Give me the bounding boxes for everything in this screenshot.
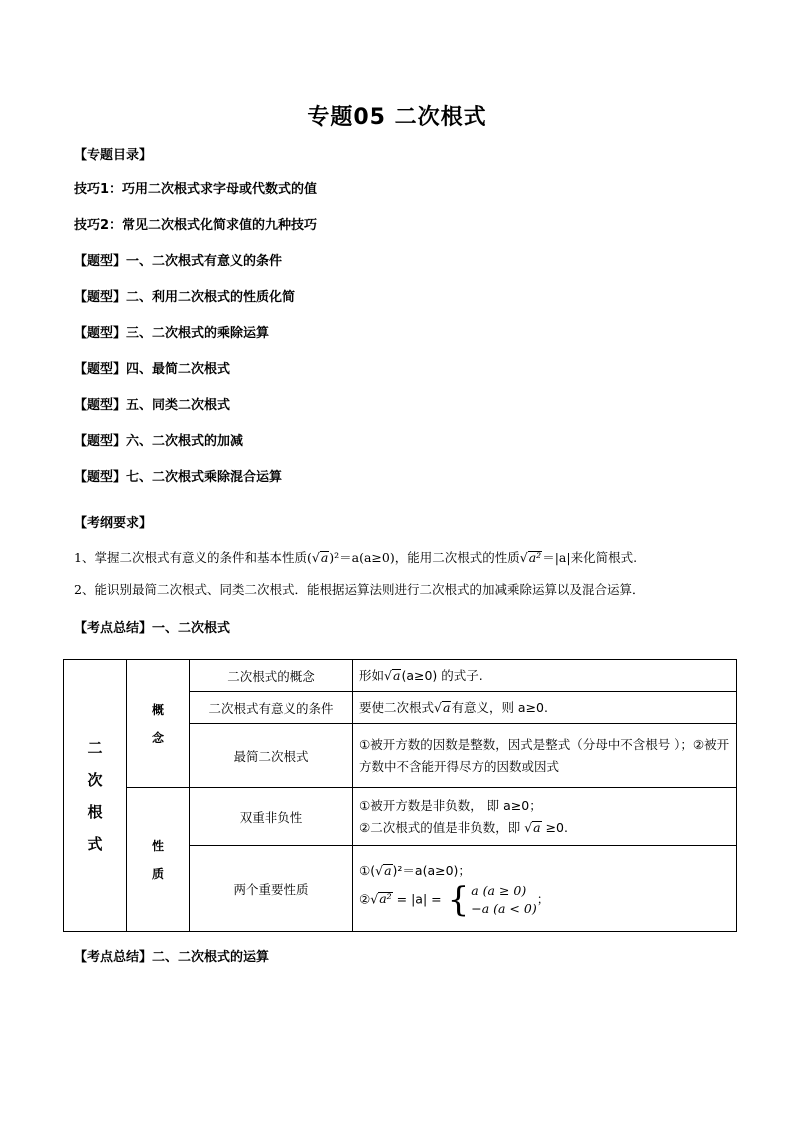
requirement-item-1: [74, 548, 637, 566]
concept-name-cell: 二次根式的概念: [190, 660, 353, 692]
case-1: a (a ≥ 0): [471, 882, 527, 898]
summary1-header: 【考点总结】一、二次根式: [74, 621, 231, 636]
nonneg-desc-cell: [353, 788, 737, 846]
group-label-char: 质: [151, 866, 164, 881]
sqrt-sign: √: [384, 667, 392, 683]
nonneg-name-cell: 双重非负性: [190, 788, 353, 846]
toc-item: 【题型】七、二次根式乘除混合运算: [74, 470, 283, 485]
group-label-char: 念: [151, 730, 164, 745]
req1-radicand: a: [320, 550, 329, 565]
concept-desc-a: 形如: [359, 667, 385, 683]
piecewise-brace: [446, 879, 537, 920]
summary2-header: 【考点总结】二、二次根式的运算: [74, 950, 270, 965]
piecewise-cases: [471, 882, 536, 918]
group-label-char: 性: [151, 838, 164, 853]
props-name-cell: 两个重要性质: [190, 846, 353, 932]
simplest-desc-cell: ①被开方数的因数是整数，因式是整式（分母中不含根号 ）；②被开方数中不含能开得尽方的因数或因式: [353, 724, 737, 788]
req1-part-b: )²＝a(a≥0)，能用二次根式的性质: [329, 550, 520, 565]
left-brace-icon: {: [447, 879, 470, 920]
concept-desc-b: (a≥0) 的式子.: [401, 667, 483, 683]
main-label-char: 二: [87, 738, 103, 757]
props-1a: ①(: [359, 862, 376, 878]
sqrt-sign: √: [434, 699, 442, 715]
group-label-char: 概: [151, 702, 164, 717]
summary-table: [63, 659, 737, 932]
props-radicand-1: a: [384, 862, 392, 878]
meaningful-name-cell: 二次根式有意义的条件: [190, 692, 353, 724]
sqrt-sign: √: [370, 891, 379, 906]
main-label-cell: [64, 660, 127, 932]
req1-part-a: 1、掌握二次根式有意义的条件和基本性质(: [74, 550, 312, 565]
main-label-char: 根: [87, 802, 103, 821]
props-desc-cell: [353, 846, 737, 932]
nonneg-2a: ②二次根式的值是非负数，即: [359, 819, 525, 835]
requirement-item-2: 2、能识别最简二次根式、同类二次根式．能根据运算法则进行二次根式的加减乘除运算以及混合运算．: [74, 582, 645, 597]
main-label-char: 次: [87, 770, 103, 789]
case-2: −a (a < 0): [471, 900, 537, 916]
toc-item: 【题型】六、二次根式的加减: [74, 434, 244, 449]
main-label-char: 式: [87, 834, 103, 853]
props-line-2: [359, 879, 730, 920]
concept-group-cell: [127, 660, 190, 788]
meaningful-desc-a: 要使二次根式: [359, 699, 435, 715]
props-1b: )²＝a(a≥0)；: [392, 862, 471, 878]
props-2a: ②: [359, 891, 371, 906]
concept-desc-cell: [353, 660, 737, 692]
requirements-header: 【考纲要求】: [74, 516, 153, 531]
toc-item: 【题型】二、利用二次根式的性质化简: [74, 290, 296, 305]
nonneg-radicand: a: [533, 819, 541, 835]
toc-header: 【专题目录】: [74, 148, 153, 163]
toc-item: 技巧1：巧用二次根式求字母或代数式的值: [74, 182, 318, 197]
nonneg-line-1: ①被开方数是非负数， 即 a≥0；: [359, 797, 542, 813]
toc-item: 【题型】三、二次根式的乘除运算: [74, 326, 270, 341]
props-line-1: [359, 860, 730, 882]
nonneg-2b: ≥0.: [541, 819, 568, 835]
req1-part-c: ＝|a|来化简根式.: [542, 550, 638, 565]
simplest-name-cell: 最简二次根式: [190, 724, 353, 788]
toc-item: 技巧2：常见二次根式化简求值的九种技巧: [74, 218, 318, 233]
meaningful-desc-cell: [353, 692, 737, 724]
sqrt-sign: √: [524, 819, 533, 835]
meaningful-radicand: a: [442, 699, 451, 715]
props-2end: ；: [536, 891, 550, 906]
props-2b: = |a| =: [392, 891, 442, 906]
sqrt-sign: √: [311, 550, 320, 565]
sqrt-sign: √: [519, 550, 528, 565]
props-radicand-2: a²: [379, 891, 392, 906]
toc-item: 【题型】四、最简二次根式: [74, 362, 231, 377]
toc-item: 【题型】一、二次根式有意义的条件: [74, 254, 283, 269]
meaningful-desc-b: 有意义，则 a≥0.: [451, 699, 548, 715]
property-group-cell: [127, 788, 190, 932]
req1-radicand-2: a²: [528, 550, 542, 565]
nonneg-line-2: [359, 817, 730, 839]
sqrt-sign: √: [375, 862, 384, 878]
toc-item: 【题型】五、同类二次根式: [74, 398, 231, 413]
page-title: 专题05 二次根式: [307, 105, 487, 130]
concept-radicand: a: [392, 667, 401, 683]
